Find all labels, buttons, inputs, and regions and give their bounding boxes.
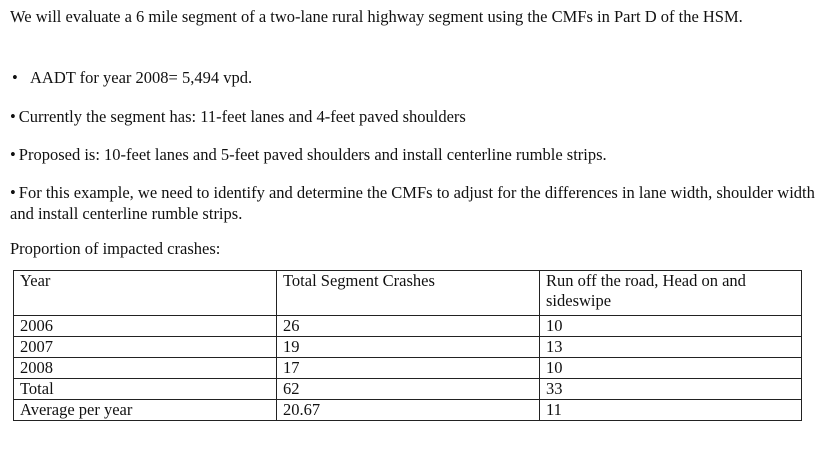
cell-total: 62 — [277, 379, 540, 400]
cell-year: Total — [14, 379, 277, 400]
table-header-row — [14, 271, 802, 316]
cell-year: 2008 — [14, 358, 277, 379]
table-row — [14, 379, 802, 400]
table-row — [14, 358, 802, 379]
cell-impacted: 10 — [540, 316, 802, 337]
bullet-marker: • — [10, 145, 16, 164]
cell-impacted: 13 — [540, 337, 802, 358]
bullet-text: For this example, we need to identify and determine the CMFs to adjust for the differences in lane width, shoulder width and install centerline rumble strips. — [10, 183, 815, 223]
bullet-proposed — [10, 144, 815, 165]
table-row — [14, 400, 802, 421]
cell-year: 2007 — [14, 337, 277, 358]
table-row — [14, 337, 802, 358]
cell-impacted: 11 — [540, 400, 802, 421]
header-year: Year — [14, 271, 277, 316]
cell-total: 19 — [277, 337, 540, 358]
bullet-text: Currently the segment has: 11-feet lanes and 4-feet paved shoulders — [18, 107, 466, 126]
table-caption: Proportion of impacted crashes: — [10, 239, 221, 258]
bullet-aadt — [10, 67, 815, 88]
cell-year: 2006 — [14, 316, 277, 337]
bullet-text: Proposed is: 10-feet lanes and 5-feet paved shoulders and install centerline rumble strips. — [18, 145, 607, 164]
bullet-current — [10, 106, 815, 127]
bullet-example — [10, 182, 815, 224]
header-impacted-crashes: Run off the road, Head on and sideswipe — [540, 271, 802, 316]
cell-impacted: 33 — [540, 379, 802, 400]
bullet-marker: • — [10, 183, 16, 202]
cell-total: 20.67 — [277, 400, 540, 421]
header-total-crashes: Total Segment Crashes — [277, 271, 540, 316]
intro-paragraph: We will evaluate a 6 mile segment of a two-lane rural highway segment using the CMFs in Part D of the HSM. — [10, 7, 743, 26]
bullet-marker: • — [10, 107, 16, 126]
crash-table — [13, 270, 802, 421]
bullet-text: AADT for year 2008= 5,494 vpd. — [30, 68, 253, 87]
cell-total: 26 — [277, 316, 540, 337]
cell-impacted: 10 — [540, 358, 802, 379]
bullet-marker: • — [12, 68, 18, 87]
table-row — [14, 316, 802, 337]
cell-year: Average per year — [14, 400, 277, 421]
cell-total: 17 — [277, 358, 540, 379]
